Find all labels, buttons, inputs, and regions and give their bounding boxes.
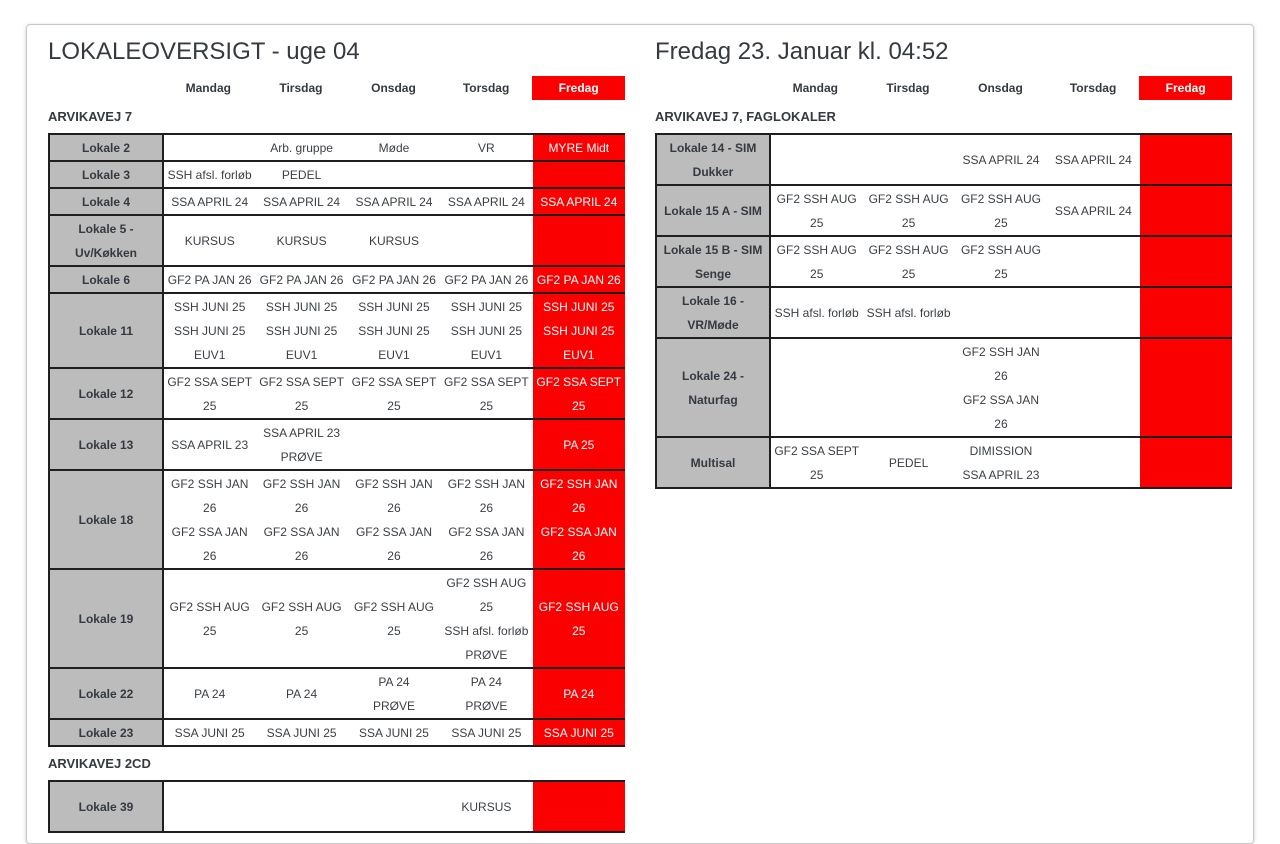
cell-torsdag <box>440 161 532 188</box>
cell-onsdag <box>348 215 440 266</box>
section-title: ARVIKAVEJ 7, FAGLOKALER <box>655 109 836 124</box>
room-name: Multisal <box>656 437 770 488</box>
schedule-entry: VR <box>478 140 495 155</box>
cell-tirsdag <box>255 161 347 188</box>
boards-container <box>48 39 1232 833</box>
schedule-entry: SSA APRIL 24 <box>263 194 341 209</box>
day-header-onsdag: Onsdag <box>371 81 416 95</box>
schedule-row <box>656 236 1232 287</box>
cell-tirsdag <box>862 437 954 488</box>
schedule-entry: GF2 PA JAN 26 <box>352 272 436 287</box>
schedule-row <box>49 781 625 832</box>
cell-onsdag <box>955 185 1047 236</box>
schedule-entry: EUV1 <box>285 347 318 362</box>
cell-tirsdag <box>862 338 954 437</box>
cell-onsdag <box>348 134 440 161</box>
schedule-entry: GF2 SSH AUG 25 <box>960 191 1041 230</box>
schedule-row <box>656 287 1232 338</box>
schedule-entry: GF2 SSA JAN 26 <box>263 524 340 563</box>
section-title: ARVIKAVEJ 2CD <box>48 756 151 771</box>
schedule-entry: EUV1 <box>194 347 226 362</box>
schedule-row <box>49 419 625 470</box>
schedule-entry: SSH afsl. forløb <box>444 623 529 638</box>
cell-torsdag <box>440 470 532 569</box>
board-sections <box>48 110 625 833</box>
cell-fredag <box>533 293 625 368</box>
cell-mandag <box>770 236 862 287</box>
cell-torsdag <box>440 134 532 161</box>
cell-tirsdag <box>255 368 347 419</box>
day-header-spacer <box>655 76 769 100</box>
schedule-row <box>656 134 1232 185</box>
cell-fredag <box>1140 437 1232 488</box>
schedule-entry: GF2 SSH JAN 26 <box>171 476 249 515</box>
schedule-entry: GF2 SSH AUG 25 <box>868 191 949 230</box>
schedule-entry: PRØVE <box>465 647 508 662</box>
room-name: Lokale 5 - Uv/Køkken <box>49 215 163 266</box>
cell-tirsdag <box>255 134 347 161</box>
schedule-entry: PA 24 <box>194 686 226 701</box>
room-name: Lokale 39 <box>49 781 163 832</box>
cell-fredag <box>1140 185 1232 236</box>
room-name: Lokale 13 <box>49 419 163 470</box>
day-header-onsdag: Onsdag <box>978 81 1023 95</box>
cell-torsdag <box>440 368 532 419</box>
schedule-entry: PEDEL <box>888 455 929 470</box>
cell-onsdag <box>955 437 1047 488</box>
schedule-entry: GF2 SSH JAN 26 <box>540 476 618 515</box>
schedule-entry: SSA JUNI 25 <box>266 725 337 740</box>
cell-mandag <box>163 161 255 188</box>
schedule-entry: PA 25 <box>563 437 595 452</box>
cell-mandag <box>163 188 255 215</box>
schedule-entry: GF2 SSH AUG 25 <box>538 599 619 638</box>
cell-torsdag <box>440 419 532 470</box>
cell-fredag <box>533 266 625 293</box>
cell-torsdag <box>440 188 532 215</box>
schedule-entry: SSH JUNI 25 <box>358 299 430 314</box>
room-name: Lokale 2 <box>49 134 163 161</box>
schedule-entry: SSA APRIL 23 <box>962 467 1040 482</box>
schedule-entry: SSH JUNI 25 <box>543 323 615 338</box>
schedule-entry: SSA JUNI 25 <box>451 725 522 740</box>
schedule-entry: MYRE Midt <box>548 140 610 155</box>
cell-onsdag <box>348 419 440 470</box>
room-name: Lokale 6 <box>49 266 163 293</box>
schedule-entry: GF2 SSA SEPT 25 <box>774 443 860 482</box>
schedule-entry: SSA JUNI 25 <box>174 725 245 740</box>
day-header-mandag: Mandag <box>792 81 838 95</box>
cell-tirsdag <box>255 470 347 569</box>
schedule-entry: GF2 SSA SEPT 25 <box>259 374 344 413</box>
cell-tirsdag <box>255 781 347 832</box>
cell-mandag <box>770 338 862 437</box>
cell-fredag <box>533 569 625 668</box>
schedule-entry: SSA APRIL 23 <box>263 425 341 440</box>
room-name: Lokale 24 - Naturfag <box>656 338 770 437</box>
day-header-row <box>655 76 1232 100</box>
schedule-entry: Arb. gruppe <box>270 140 333 155</box>
schedule-entry: GF2 SSH JAN 26 <box>262 476 341 515</box>
cell-mandag <box>163 668 255 719</box>
schedule-entry: GF2 PA JAN 26 <box>167 272 252 287</box>
room-name: Lokale 19 <box>49 569 163 668</box>
cell-mandag <box>163 569 255 668</box>
schedule-row <box>49 470 625 569</box>
cell-tirsdag <box>862 287 954 338</box>
schedule-entry: GF2 SSA JAN 26 <box>540 524 617 563</box>
cell-onsdag <box>955 338 1047 437</box>
schedule-row <box>49 161 625 188</box>
schedule-table <box>655 133 1232 489</box>
cell-onsdag <box>348 188 440 215</box>
cell-mandag <box>163 470 255 569</box>
schedule-entry: GF2 SSA SEPT 25 <box>167 374 253 413</box>
schedule-row <box>49 368 625 419</box>
schedule-entry: KURSUS <box>368 233 419 248</box>
cell-fredag <box>1140 134 1232 185</box>
cell-mandag <box>770 437 862 488</box>
board-faglokaler <box>655 39 1232 489</box>
cell-fredag <box>533 134 625 161</box>
room-name: Lokale 18 <box>49 470 163 569</box>
cell-torsdag <box>440 781 532 832</box>
schedule-row <box>49 188 625 215</box>
schedule-entry: GF2 SSH AUG 25 <box>353 599 434 638</box>
schedule-entry: GF2 SSH JAN 26 <box>447 476 526 515</box>
cell-fredag <box>533 161 625 188</box>
schedule-entry: SSA JUNI 25 <box>358 725 429 740</box>
schedule-entry: GF2 SSA SEPT 25 <box>351 374 437 413</box>
cell-fredag <box>533 781 625 832</box>
cell-mandag <box>163 719 255 746</box>
room-name: Lokale 11 <box>49 293 163 368</box>
cell-tirsdag <box>862 236 954 287</box>
schedule-entry: GF2 PA JAN 26 <box>259 272 344 287</box>
cell-onsdag <box>348 368 440 419</box>
cell-tirsdag <box>862 134 954 185</box>
day-header-fredag: Fredag <box>532 76 625 100</box>
schedule-row <box>49 215 625 266</box>
day-header-mandag: Mandag <box>185 81 231 95</box>
cell-onsdag <box>955 287 1047 338</box>
cell-tirsdag <box>255 668 347 719</box>
cell-mandag <box>163 293 255 368</box>
schedule-entry: SSA APRIL 24 <box>355 194 433 209</box>
schedule-entry: PA 24 <box>563 686 595 701</box>
cell-fredag <box>533 419 625 470</box>
schedule-entry: KURSUS <box>184 233 235 248</box>
cell-tirsdag <box>255 188 347 215</box>
cell-fredag <box>533 719 625 746</box>
cell-mandag <box>163 215 255 266</box>
schedule-row <box>49 293 625 368</box>
cell-mandag <box>770 185 862 236</box>
room-name: Lokale 15 A - SIM <box>656 185 770 236</box>
cell-onsdag <box>955 236 1047 287</box>
schedule-entry: GF2 SSA JAN 26 <box>171 524 248 563</box>
cell-fredag <box>1140 236 1232 287</box>
board-sections <box>655 110 1232 489</box>
day-header-tirsdag: Tirsdag <box>886 81 930 95</box>
schedule-table <box>48 780 625 833</box>
schedule-entry: SSH JUNI 25 <box>265 299 338 314</box>
cell-tirsdag <box>255 215 347 266</box>
schedule-entry: PA 24 <box>378 674 410 689</box>
cell-tirsdag <box>255 293 347 368</box>
schedule-entry: EUV1 <box>378 347 410 362</box>
cell-tirsdag <box>862 185 954 236</box>
schedule-entry: SSH JUNI 25 <box>174 323 246 338</box>
room-name: Lokale 4 <box>49 188 163 215</box>
cell-fredag <box>533 368 625 419</box>
schedule-row <box>49 668 625 719</box>
schedule-entry: SSH JUNI 25 <box>450 323 523 338</box>
room-name: Lokale 16 - VR/Møde <box>656 287 770 338</box>
schedule-entry: PRØVE <box>465 698 508 713</box>
schedule-entry: GF2 PA JAN 26 <box>444 272 529 287</box>
schedule-entry: SSH JUNI 25 <box>450 299 523 314</box>
schedule-entry: SSA JUNI 25 <box>543 725 614 740</box>
day-header-torsdag: Torsdag <box>462 81 510 95</box>
schedule-entry: GF2 SSH AUG 25 <box>960 242 1041 281</box>
section-title: ARVIKAVEJ 7 <box>48 109 133 124</box>
schedule-entry: SSA APRIL 24 <box>171 194 249 209</box>
schedule-row <box>49 266 625 293</box>
schedule-entry: SSH JUNI 25 <box>358 323 430 338</box>
cell-torsdag <box>440 719 532 746</box>
schedule-entry: SSA APRIL 23 <box>171 437 249 452</box>
schedule-row <box>49 569 625 668</box>
cell-tirsdag <box>255 569 347 668</box>
schedule-entry: SSH afsl. forløb <box>167 167 252 182</box>
schedule-entry: GF2 SSA SEPT 25 <box>536 374 622 413</box>
cell-fredag <box>533 188 625 215</box>
cell-onsdag <box>955 134 1047 185</box>
cell-tirsdag <box>255 266 347 293</box>
schedule-entry: GF2 SSH AUG 25 <box>868 242 949 281</box>
day-header-fredag: Fredag <box>1139 76 1232 100</box>
cell-onsdag <box>348 719 440 746</box>
cell-fredag <box>1140 338 1232 437</box>
schedule-entry: GF2 SSH AUG 25 <box>446 575 527 614</box>
schedule-entry: SSH JUNI 25 <box>174 299 246 314</box>
page-title: LOKALEOVERSIGT - uge 04 <box>48 38 360 65</box>
schedule-entry: GF2 SSH AUG 25 <box>169 599 250 638</box>
schedule-row <box>656 437 1232 488</box>
schedule-entry: GF2 SSA SEPT 25 <box>444 374 529 413</box>
schedule-entry: PRØVE <box>372 698 415 713</box>
schedule-entry: GF2 SSA JAN 26 <box>962 392 1039 431</box>
schedule-entry: SSH JUNI 25 <box>265 323 338 338</box>
room-name: Lokale 23 <box>49 719 163 746</box>
cell-onsdag <box>348 266 440 293</box>
day-header-torsdag: Torsdag <box>1069 81 1117 95</box>
schedule-entry: PA 24 <box>286 686 318 701</box>
schedule-entry: SSH JUNI 25 <box>543 299 615 314</box>
cell-torsdag <box>1047 338 1139 437</box>
day-header-row <box>48 76 625 100</box>
board-week-overview <box>48 39 625 833</box>
clock-title: Fredag 23. Januar kl. 04:52 <box>655 38 949 65</box>
cell-onsdag <box>348 161 440 188</box>
schedule-entry: GF2 SSH AUG 25 <box>776 242 857 281</box>
schedule-entry: Møde <box>378 140 410 155</box>
day-header-spacer <box>48 76 162 100</box>
schedule-row <box>656 338 1232 437</box>
schedule-table <box>48 133 625 747</box>
schedule-entry: GF2 SSH AUG 25 <box>776 191 857 230</box>
cell-torsdag <box>1047 134 1139 185</box>
cell-torsdag <box>440 266 532 293</box>
schedule-entry: GF2 SSH JAN 26 <box>355 476 433 515</box>
cell-mandag <box>163 419 255 470</box>
schedule-entry: DIMISSION <box>969 443 1033 458</box>
content-card <box>26 24 1254 844</box>
cell-fredag <box>533 215 625 266</box>
schedule-entry: GF2 SSA JAN 26 <box>355 524 432 563</box>
room-name: Lokale 22 <box>49 668 163 719</box>
cell-torsdag <box>1047 185 1139 236</box>
schedule-entry: SSH afsl. forløb <box>774 305 859 320</box>
cell-tirsdag <box>255 719 347 746</box>
schedule-entry: SSH afsl. forløb <box>866 305 951 320</box>
cell-onsdag <box>348 781 440 832</box>
schedule-row <box>49 719 625 746</box>
cell-torsdag <box>1047 287 1139 338</box>
schedule-entry: GF2 PA JAN 26 <box>536 272 621 287</box>
day-header-tirsdag: Tirsdag <box>279 81 323 95</box>
schedule-entry: GF2 SSH JAN 26 <box>962 344 1040 383</box>
room-name: Lokale 3 <box>49 161 163 188</box>
cell-mandag <box>770 287 862 338</box>
cell-onsdag <box>348 668 440 719</box>
cell-onsdag <box>348 470 440 569</box>
schedule-entry: GF2 SSA JAN 26 <box>448 524 525 563</box>
schedule-entry: SSA APRIL 24 <box>1054 203 1132 218</box>
schedule-entry: KURSUS <box>276 233 327 248</box>
cell-onsdag <box>348 569 440 668</box>
cell-torsdag <box>1047 236 1139 287</box>
schedule-entry: SSA APRIL 24 <box>447 194 525 209</box>
schedule-entry: EUV1 <box>563 347 595 362</box>
room-name: Lokale 12 <box>49 368 163 419</box>
cell-torsdag <box>1047 437 1139 488</box>
cell-torsdag <box>440 215 532 266</box>
room-name: Lokale 14 - SIM Dukker <box>656 134 770 185</box>
cell-tirsdag <box>255 419 347 470</box>
cell-torsdag <box>440 668 532 719</box>
schedule-row <box>656 185 1232 236</box>
cell-fredag <box>1140 287 1232 338</box>
schedule-entry: KURSUS <box>461 799 512 814</box>
schedule-entry: SSA APRIL 24 <box>962 152 1040 167</box>
cell-onsdag <box>348 293 440 368</box>
cell-mandag <box>770 134 862 185</box>
cell-torsdag <box>440 293 532 368</box>
schedule-entry: PA 24 <box>470 674 502 689</box>
cell-mandag <box>163 368 255 419</box>
cell-fredag <box>533 668 625 719</box>
schedule-entry: PRØVE <box>280 449 323 464</box>
schedule-entry: SSA APRIL 24 <box>540 194 618 209</box>
cell-mandag <box>163 134 255 161</box>
cell-torsdag <box>440 569 532 668</box>
room-name: Lokale 15 B - SIM Senge <box>656 236 770 287</box>
schedule-entry: SSA APRIL 24 <box>1054 152 1132 167</box>
schedule-entry: GF2 SSH AUG 25 <box>261 599 342 638</box>
schedule-entry: EUV1 <box>470 347 503 362</box>
schedule-row <box>49 134 625 161</box>
cell-mandag <box>163 266 255 293</box>
schedule-entry: PEDEL <box>281 167 322 182</box>
cell-fredag <box>533 470 625 569</box>
cell-mandag <box>163 781 255 832</box>
